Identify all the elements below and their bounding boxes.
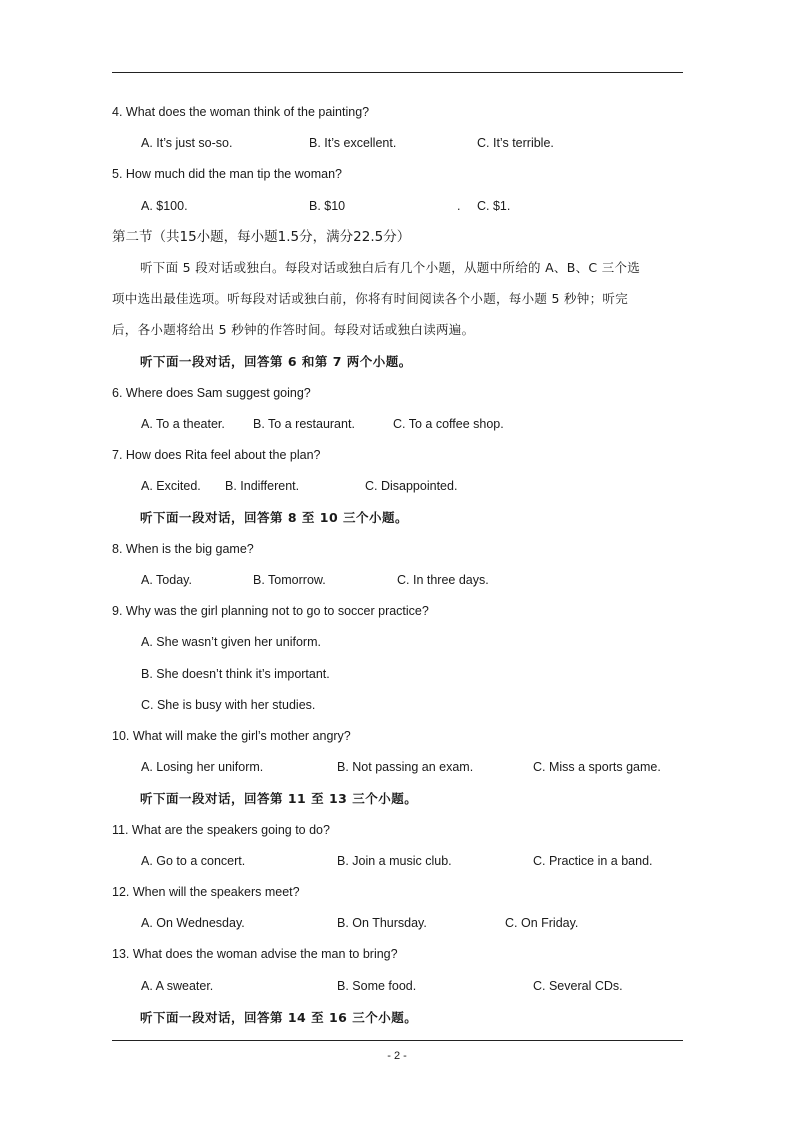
q10-option-a: A. Losing her uniform. <box>141 760 264 774</box>
q8-option-b: B. Tomorrow. <box>253 573 326 587</box>
question-11: 11. What are the speakers going to do? <box>112 823 330 837</box>
q13-option-c: C. Several CDs. <box>533 979 623 993</box>
group-1-intro: 听下面一段对话，回答第 6 和第 7 两个小题。 <box>140 354 412 369</box>
q9-option-a: A. She wasn’t given her uniform. <box>141 635 321 649</box>
q11-option-c: C. Practice in a band. <box>533 854 653 868</box>
question-9: 9. Why was the girl planning not to go to soccer practice? <box>112 604 429 618</box>
instructions-line-3: 后，各小题将给出 5 秒钟的作答时间。每段对话或独白读两遍。 <box>112 322 475 337</box>
q12-option-c: C. On Friday. <box>505 916 579 930</box>
question-10: 10. What will make the girl’s mother angry? <box>112 729 351 743</box>
question-13: 13. What does the woman advise the man to bring? <box>112 947 398 961</box>
group-4-intro: 听下面一段对话，回答第 14 至 16 三个小题。 <box>140 1010 418 1025</box>
q7-option-c: C. Disappointed. <box>365 479 458 493</box>
q6-option-b: B. To a restaurant. <box>253 417 355 431</box>
q7-option-a: A. Excited. <box>141 479 201 493</box>
q9-option-b: B. She doesn’t think it’s important. <box>141 667 330 681</box>
question-6: 6. Where does Sam suggest going? <box>112 386 311 400</box>
q11-option-a: A. Go to a concert. <box>141 854 246 868</box>
q4-option-b: B. It’s excellent. <box>309 136 397 150</box>
question-7: 7. How does Rita feel about the plan? <box>112 448 321 462</box>
question-4: 4. What does the woman think of the painting? <box>112 105 370 119</box>
question-5: 5. How much did the man tip the woman? <box>112 167 342 181</box>
q5-option-a: A. $100. <box>141 199 188 213</box>
footer-rule <box>112 1040 683 1041</box>
header-rule <box>112 72 683 73</box>
question-8: 8. When is the big game? <box>112 542 254 556</box>
q5-option-b: B. $10 <box>309 199 346 213</box>
q8-option-c: C. In three days. <box>397 573 489 587</box>
q12-option-b: B. On Thursday. <box>337 916 427 930</box>
q4-option-a: A. It’s just so-so. <box>141 136 233 150</box>
q10-option-b: B. Not passing an exam. <box>337 760 474 774</box>
q5-stray-period: . <box>457 199 461 213</box>
q6-option-a: A. To a theater. <box>141 417 225 431</box>
group-3-intro: 听下面一段对话，回答第 11 至 13 三个小题。 <box>140 791 418 806</box>
q11-option-b: B. Join a music club. <box>337 854 452 868</box>
q12-option-a: A. On Wednesday. <box>141 916 245 930</box>
q6-option-c: C. To a coffee shop. <box>393 417 504 431</box>
section-title: 第二节（共15小题，每小题1.5分，满分22.5分） <box>112 229 411 245</box>
q5-option-c: C. $1. <box>477 199 511 213</box>
q8-option-a: A. Today. <box>141 573 192 587</box>
instructions-line-1: 听下面 5 段对话或独白。每段对话或独白后有几个小题，从题中所给的 A、B、C 三个选 <box>140 260 641 275</box>
instructions-line-2: 项中选出最佳选项。听每段对话或独白前，你将有时间阅读各个小题，每小题 5 秒钟；听完 <box>112 291 629 306</box>
q13-option-a: A. A sweater. <box>141 979 214 993</box>
q9-option-c: C. She is busy with her studies. <box>141 698 316 712</box>
q10-option-c: C. Miss a sports game. <box>533 760 661 774</box>
q13-option-b: B. Some food. <box>337 979 417 993</box>
q4-option-c: C. It’s terrible. <box>477 136 554 150</box>
q7-option-b: B. Indifferent. <box>225 479 300 493</box>
group-2-intro: 听下面一段对话，回答第 8 至 10 三个小题。 <box>140 510 409 525</box>
question-12: 12. When will the speakers meet? <box>112 885 300 899</box>
page-number: - 2 - <box>387 1050 407 1062</box>
